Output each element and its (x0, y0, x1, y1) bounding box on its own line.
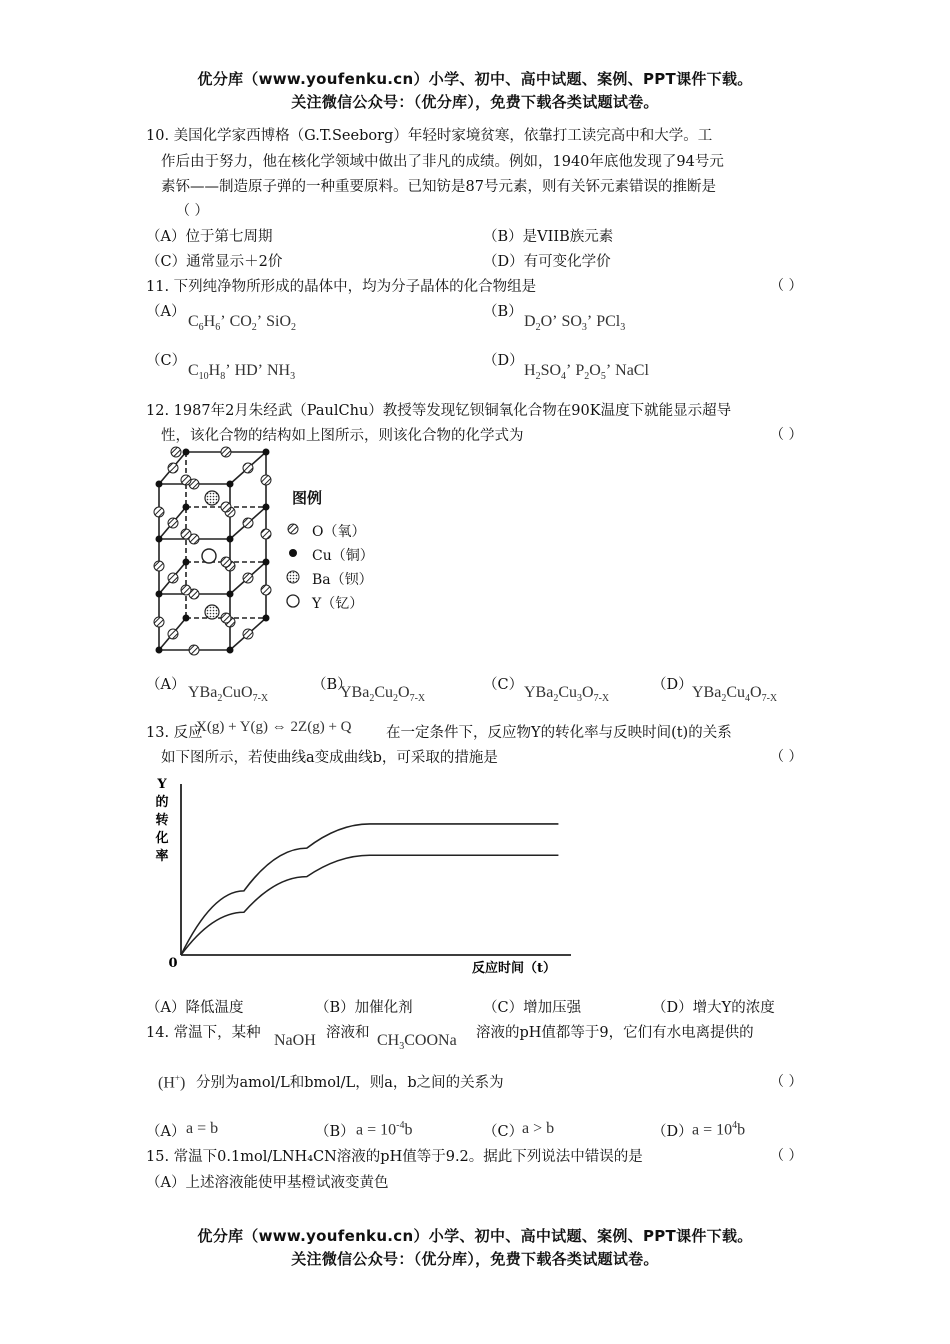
legend-y-icon (287, 595, 299, 607)
origin-label: 0 (168, 956, 178, 971)
series-lower-curve (181, 855, 558, 955)
q11-answer-paren: （ ） (770, 278, 803, 294)
q11-option-c-formula: $C_{10}H_8$’ HD’ $NH_3$ (188, 362, 296, 383)
q13-equation: X(g) + Y(g) ⇔ 2Z(g) + Q (196, 719, 352, 735)
q14-option-a-formula: a = b (186, 1120, 219, 1137)
q11-option-b-label: （B） (483, 304, 523, 320)
y-axis-label-char-1: Y (157, 777, 167, 792)
q13-option-a: （A）降低温度 (146, 1000, 244, 1016)
q11-option-b-formula: $D_2O$’ $SO_3$’ PCl$_3$ (524, 313, 626, 334)
q10-option-d: （D）有可变化学价 (483, 254, 611, 270)
q14-option-c-formula: a > b (522, 1120, 555, 1137)
q10-option-a: （A）位于第七周期 (146, 229, 273, 245)
q12-option-a-formula: YBa$_2$CuO$_{7-X}$ (188, 684, 269, 705)
y-axis-label (154, 777, 168, 864)
q12-option-b-formula: $YBa_2Cu_2O_{7-X}$ (340, 684, 426, 705)
q14-option-c-label: （C） (483, 1124, 524, 1140)
q12-option-c-formula: $YBa_2Cu_3O_{7-X}$ (524, 684, 610, 705)
legend-cu-icon (289, 549, 297, 557)
q14-option-b-formula: $a = 10^{-4}b$ (356, 1120, 413, 1139)
y-axis-label-char-5: 率 (155, 849, 169, 864)
q10-answer-paren: （ ） (176, 203, 209, 219)
q10-line-2: 作后由于努力，他在核化学领域中做出了非凡的成绩。例如，1940年底他发现了94号元 (161, 154, 724, 170)
q12-option-b-label: （B） (312, 677, 352, 693)
y-axis-label-char-2: 的 (155, 795, 169, 810)
q12-option-d-formula: $YBa_2Cu_4O_{7-X}$ (692, 684, 778, 705)
header-line-1: 优分库（www.youfenku.cn）小学、初中、高中试题、案例、PPT课件下载。 (197, 70, 753, 88)
q12-option-a-label: （A） (146, 677, 186, 693)
legend-y-label: Y（钇） (312, 596, 364, 612)
footer-line-1: 优分库（www.youfenku.cn）小学、初中、高中试题、案例、PPT课件下载。 (197, 1227, 753, 1245)
q11-option-a-formula: $C_6H_6$’ $CO_2$’ SiO$_2$ (188, 313, 297, 334)
q11-option-a-label: （A） (146, 304, 186, 320)
q13-option-d: （D）增大Y的浓度 (652, 1000, 775, 1016)
q13-option-b: （B）加催化剂 (315, 1000, 413, 1016)
y-axis-label-char-3: 转 (155, 813, 169, 828)
q13-stem-pre: 13. 反应 (146, 725, 203, 741)
series-upper-curve (181, 824, 558, 955)
q14-option-d-formula: $a = 10^4b$ (692, 1120, 746, 1139)
q14-stem-pre: 14. 常温下，某种 (146, 1025, 261, 1041)
q14-naoh: NaOH (274, 1032, 316, 1049)
q14-line-2: 分别为amol/L和bmol/L，则a，b之间的关系为 (196, 1075, 504, 1091)
y-atom (202, 549, 216, 563)
header-line-2: 关注微信公众号：（优分库），免费下载各类试题试卷。 (291, 93, 659, 111)
q11-stem: 11. 下列纯净物所形成的晶体中，均为分子晶体的化合物组是 (146, 279, 537, 295)
q11-option-c-label: （C） (146, 353, 187, 369)
q14-ch3coona: $CH_3COONa$ (377, 1032, 457, 1053)
q13-line-2: 如下图所示，若使曲线a变成曲线b，可采取的措施是 (161, 750, 498, 766)
q11-option-d-label: （D） (483, 353, 524, 369)
q13-stem-post: 在一定条件下，反应物Y的转化率与反映时间(t)的关系 (386, 725, 732, 741)
legend-ba-icon (287, 571, 299, 583)
q14-option-d-label: （D） (652, 1124, 693, 1140)
legend-ba-label: Ba（钡） (312, 572, 373, 588)
x-axis-label: 反应时间（t） (471, 961, 557, 976)
q12-option-c-label: （C） (483, 677, 524, 693)
q10-line-3: 素钚——制造原子弹的一种重要原料。已知钫是87号元素，则有关钚元素错误的推断是 (161, 179, 716, 195)
q15-option-a: （A）上述溶液能使甲基橙试液变黄色 (146, 1175, 389, 1191)
q14-answer-paren: （ ） (770, 1074, 803, 1090)
q15-stem: 15. 常温下0.1mol/LNH₄CN溶液的pH值等于9.2。据此下列说法中错误的是 (146, 1149, 643, 1165)
q12-answer-paren: （ ） (770, 427, 803, 443)
q12-option-d-label: （D） (652, 677, 693, 693)
q13-option-c: （C）增加压强 (483, 1000, 582, 1016)
y-axis-label-char-4: 化 (155, 831, 169, 846)
q14-option-b-label: （B） (315, 1124, 355, 1140)
legend-title: 图例 (292, 489, 323, 507)
q10-option-b: （B）是VIIB族元素 (483, 229, 614, 245)
legend-o-label: O（氧） (312, 524, 366, 540)
footer-line-2: 关注微信公众号：（优分库），免费下载各类试题试卷。 (291, 1250, 659, 1268)
q10-line-1: 10. 美国化学家西博格（G.T.Seeborg）年轻时家境贫寒，依靠打工读完高中和大学。工 (146, 128, 713, 144)
q15-answer-paren: （ ） (770, 1148, 803, 1164)
legend-o-icon (288, 524, 298, 534)
q10-option-c: （C）通常显示＋2价 (146, 254, 283, 270)
conversion-chart (146, 768, 586, 983)
q11-option-d-formula: $H_2SO_4$’ $P_2O_5$’ NaCl (524, 362, 649, 383)
legend-cu-label: Cu（铜） (312, 548, 374, 564)
q12-line-2: 性，该化合物的结构如上图所示，则该化合物的化学式为 (161, 428, 524, 444)
q12-line-1: 12. 1987年2月朱经武（PaulChu）教授等发现钇钡铜氧化合物在90K温度下就能显示超导 (146, 403, 732, 419)
q13-answer-paren: （ ） (770, 749, 803, 765)
q14-option-a-label: （A） (146, 1124, 186, 1140)
q14-stem-post: 溶液的pH值都等于9，它们有水电离提供的 (476, 1025, 754, 1041)
q14-hplus: (H+) (158, 1073, 186, 1092)
q14-stem-mid: 溶液和 (326, 1025, 370, 1041)
legend-symbols (286, 520, 300, 610)
